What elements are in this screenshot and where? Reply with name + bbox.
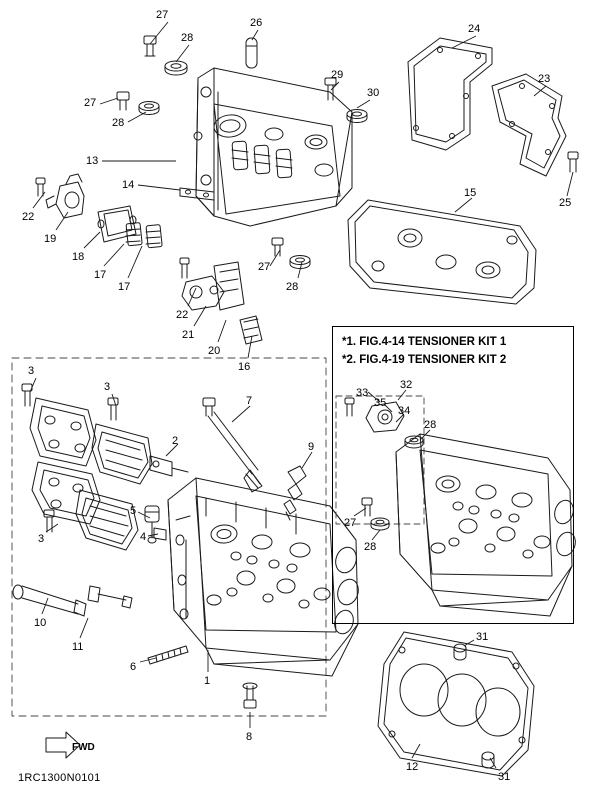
legend-line-2: *2. FIG.4-19 TENSIONER KIT 2 bbox=[342, 354, 507, 366]
callout-15: 15 bbox=[464, 187, 477, 199]
callout-32: 32 bbox=[400, 379, 413, 391]
diagram-part-number: 1RC1300N0101 bbox=[18, 772, 101, 784]
callout-11: 11 bbox=[72, 641, 84, 653]
callout-10: 10 bbox=[34, 617, 47, 629]
callout-5: 5 bbox=[130, 505, 137, 517]
callout-12: 12 bbox=[406, 761, 419, 773]
callout-3: 3 bbox=[104, 381, 111, 393]
callout-1: 1 bbox=[204, 675, 211, 687]
fwd-label: FWD bbox=[72, 742, 95, 753]
callout-23: 23 bbox=[538, 73, 551, 85]
callout-28: 28 bbox=[181, 32, 194, 44]
callout-20: 20 bbox=[208, 345, 221, 357]
callout-25: 25 bbox=[559, 197, 572, 209]
callout-27: 27 bbox=[84, 97, 97, 109]
callout-27: 27 bbox=[156, 9, 169, 21]
callout-35: 35 bbox=[374, 397, 387, 409]
callout-17: 17 bbox=[94, 269, 107, 281]
callout-3: 3 bbox=[38, 533, 45, 545]
callout-18: 18 bbox=[72, 251, 85, 263]
callout-28: 28 bbox=[112, 117, 125, 129]
callout-17: 17 bbox=[118, 281, 131, 293]
callout-8: 8 bbox=[246, 731, 253, 743]
callout-28: 28 bbox=[364, 541, 377, 553]
callout-34: 34 bbox=[398, 405, 411, 417]
callout-30: 30 bbox=[367, 87, 380, 99]
tensioner-legend-box bbox=[332, 326, 574, 624]
callout-19: 19 bbox=[44, 233, 57, 245]
callout-21: 21 bbox=[182, 329, 195, 341]
callout-29: 29 bbox=[331, 69, 344, 81]
callout-24: 24 bbox=[468, 23, 481, 35]
callout-27: 27 bbox=[344, 517, 357, 529]
callout-14: 14 bbox=[122, 179, 135, 191]
callout-31: 31 bbox=[476, 631, 489, 643]
callout-2: 2 bbox=[172, 435, 179, 447]
callout-6: 6 bbox=[130, 661, 137, 673]
callout-22: 22 bbox=[22, 211, 35, 223]
callout-7: 7 bbox=[246, 395, 253, 407]
callout-16: 16 bbox=[238, 361, 251, 373]
legend-line-1: *1. FIG.4-14 TENSIONER KIT 1 bbox=[342, 336, 507, 348]
callout-27: 27 bbox=[258, 261, 271, 273]
callout-28: 28 bbox=[286, 281, 299, 293]
callout-31: 31 bbox=[498, 771, 511, 783]
callout-9: 9 bbox=[308, 441, 315, 453]
callout-3: 3 bbox=[28, 365, 35, 377]
callout-4: 4 bbox=[140, 531, 147, 543]
callout-28: 28 bbox=[424, 419, 437, 431]
callout-33: 33 bbox=[356, 387, 369, 399]
callout-22: 22 bbox=[176, 309, 189, 321]
callout-13: 13 bbox=[86, 155, 99, 167]
callout-26: 26 bbox=[250, 17, 263, 29]
